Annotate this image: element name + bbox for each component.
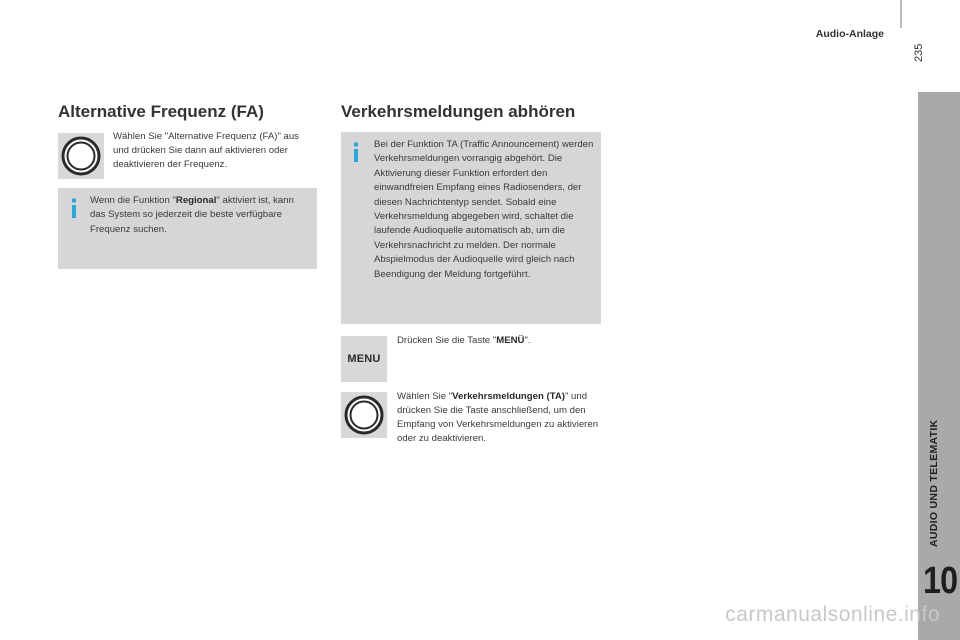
info-icon	[352, 142, 360, 162]
step-text-press-menu: Drücken Sie die Taste "MENÜ".	[397, 335, 531, 346]
info-text-regional: Wenn die Funktion "Regional" aktiviert ist, kann das System so jederzeit die beste verfügbare Frequenz suchen.	[90, 195, 294, 235]
step-text-select-traffic-announcements: Wählen Sie "Verkehrsmeldungen (TA)" und drücken Sie die Taste anschließend, um den Empfang von Verkehrsmeldungen zu aktivieren oder zu deaktivieren.	[397, 391, 599, 444]
section-title-traffic-announcements: Verkehrsmeldungen abhören	[341, 102, 576, 121]
watermark: carmanualsonline.info	[725, 603, 940, 626]
bold-term-menu: MENÜ	[496, 335, 525, 346]
info-icon	[70, 198, 78, 218]
chapter-side-tab	[918, 92, 960, 640]
header-divider	[900, 0, 902, 28]
bold-term-traffic-announcements: Verkehrsmeldungen (TA)	[452, 391, 565, 402]
step-text-alternative-frequency: Wählen Sie "Alternative Frequenz (FA)" aus und drücken Sie dann auf aktivieren oder deaktivieren der Frequenz.	[113, 131, 299, 170]
info-text-traffic-announcement: Bei der Funktion TA (Traffic Announcement) werden Verkehrsmeldungen vorrangig abgehört. Die Aktivierung dieser Funktion erfordert den einwandfreien Empfang eines Radiosenders, der diesen Nachrichtentyp sendet. Sobald eine Verkehrsmeldung abgegeben wird, schaltet die laufende Audioquelle automatisch ab, um die Verkehrsnachricht zu melden. Der normale Abspielmodus der Audioquelle wird gleich nach Beendigung der Meldung fortgeführt.	[374, 139, 594, 280]
rotary-knob-icon	[58, 133, 104, 179]
bold-term-regional: Regional	[175, 195, 217, 206]
menu-button-icon: MENU	[341, 336, 387, 382]
chapter-label: AUDIO UND TELEMATIK	[928, 419, 940, 547]
rotary-knob-icon	[341, 392, 387, 438]
section-title-alternative-frequency: Alternative Frequenz (FA)	[58, 102, 264, 121]
chapter-number: 10	[923, 560, 958, 602]
header-title: Audio-Anlage	[815, 28, 884, 40]
page-number: 235	[913, 43, 925, 62]
